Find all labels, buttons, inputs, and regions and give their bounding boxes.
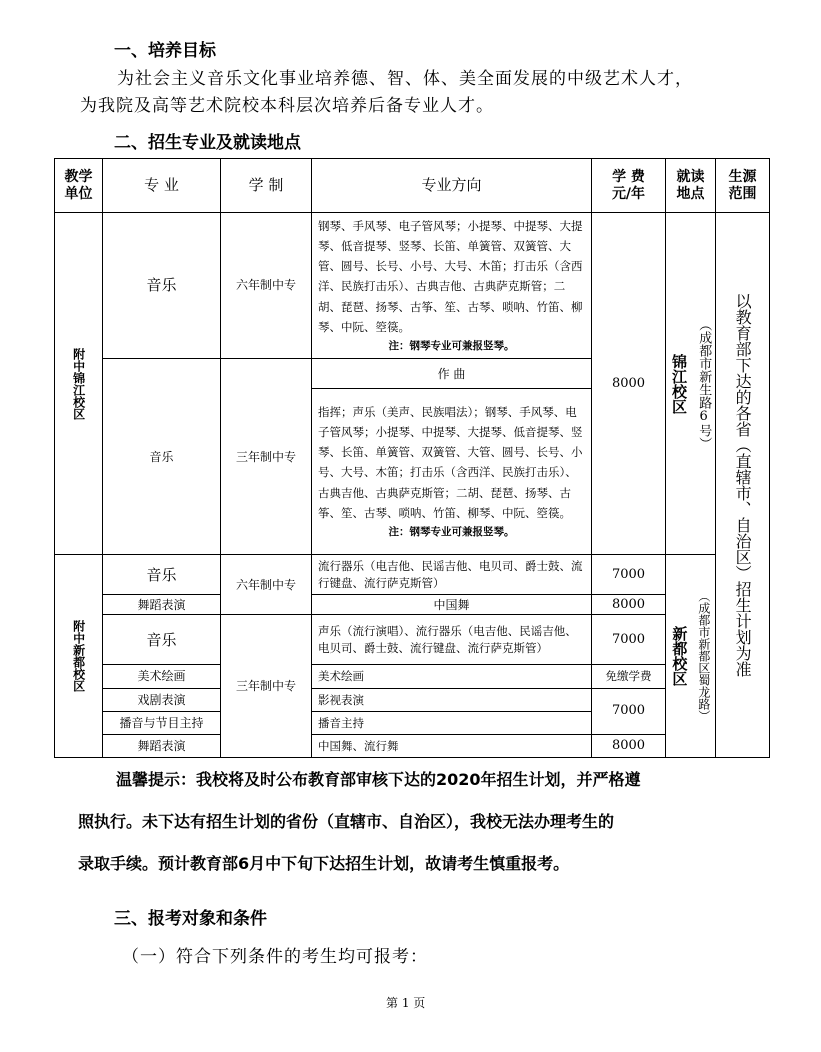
major-cell: 舞蹈表演 <box>103 595 221 615</box>
unit-jinjiang: 附中锦江校区 <box>55 213 103 555</box>
table-row <box>55 665 770 688</box>
header-source: 生源范围 <box>716 159 770 213</box>
fee-cell: 8000 <box>592 595 666 615</box>
table-row <box>55 615 770 665</box>
direction-cell: 钢琴、手风琴、电子管风琴；小提琴、中提琴、大提琴、低音提琴、竖琴、长笛、单簧管、双簧管、大管、圆号、长号、小号、大号、木笛；打击乐（含西洋、民族打击乐）、古典吉他、古典萨克斯管；二胡、琵琶、扬琴、古筝、笙、古琴、唢呐、竹笛、柳琴、中阮、箜篌。 注：钢琴专业可兼报竖琴。 <box>312 213 592 359</box>
table-row <box>55 213 770 359</box>
table-row <box>55 595 770 615</box>
table-row <box>55 555 770 595</box>
direction-cell: 中国舞 <box>312 595 592 615</box>
direction-cell: 流行器乐（电吉他、民谣吉他、电贝司、爵士鼓、流行键盘、流行萨克斯管） <box>312 555 592 595</box>
header-fee: 学 费元/年 <box>592 159 666 213</box>
fee-cell: 8000 <box>592 734 666 757</box>
table-row <box>55 734 770 757</box>
duration-cell: 六年制中专 <box>221 555 312 615</box>
major-cell: 戏剧表演 <box>103 688 221 711</box>
header-major: 专 业 <box>103 159 221 213</box>
major-cell: 播音与节目主持 <box>103 711 221 734</box>
direction-cell: 声乐（流行演唱）、流行器乐（电吉他、民谣吉他、电贝司、爵士鼓、流行键盘、流行萨克斯管） <box>312 615 592 665</box>
note-text: 注：钢琴专业可兼报竖琴。 <box>388 525 515 538</box>
header-unit: 教学单位 <box>55 159 103 213</box>
unit-xindu: 附中新都校区 <box>55 555 103 758</box>
section-3-sub: （一）符合下列条件的考生均可报考： <box>122 947 428 967</box>
header-location: 就读地点 <box>666 159 716 213</box>
section-2-title: 二、招生专业及就读地点 <box>114 133 301 153</box>
direction-cell: 中国舞、流行舞 <box>312 734 592 757</box>
location-jinjiang: 锦江校区 （成都市新生路6号） <box>666 213 716 555</box>
fee-cell: 7000 <box>592 555 666 595</box>
fee-cell: 7000 <box>592 615 666 665</box>
fee-cell: 免缴学费 <box>592 665 666 688</box>
major-cell: 音乐 <box>103 615 221 665</box>
fee-cell: 7000 <box>592 688 666 734</box>
duration-cell: 三年制中专 <box>221 359 312 555</box>
section-1-line-2: 为我院及高等艺术院校本科层次培养后备专业人才。 <box>80 96 494 116</box>
major-cell: 音乐 <box>103 213 221 359</box>
direction-cell: 美术绘画 <box>312 665 592 688</box>
section-3-title: 三、报考对象和条件 <box>114 909 267 929</box>
major-cell: 音乐 <box>103 359 221 555</box>
reminder-line-3: 录取手续。预计教育部6月中下旬下达招生计划，故请考生慎重报考。 <box>78 854 570 873</box>
direction-cell: 影视表演 <box>312 688 592 711</box>
reminder-line-1: 温馨提示：我校将及时公布教育部审核下达的2020年招生计划，并严格遵 <box>116 770 641 789</box>
major-cell: 美术绘画 <box>103 665 221 688</box>
location-xindu: 新都校区 （成都市新都区蜀龙路） <box>666 555 716 758</box>
note-text: 注：钢琴专业可兼报竖琴。 <box>388 339 515 352</box>
header-direction: 专业方向 <box>312 159 592 213</box>
table-header-row <box>55 159 770 213</box>
direction-cell: 指挥；声乐（美声、民族唱法）；钢琴、手风琴、电子管风琴；小提琴、中提琴、大提琴、低音提琴、竖琴、长笛、单簧管、双簧管、大管、圆号、长号、小号、大号、木笛；打击乐（含西洋、民族打击乐）、古典吉他、古典萨克斯管；二胡、琵琶、扬琴、古筝、笙、古琴、唢呐、竹笛、柳琴、中阮、箜篌。 注：钢琴专业可兼报竖琴。 <box>312 389 592 555</box>
section-1-title: 一、培养目标 <box>114 41 216 61</box>
header-duration: 学 制 <box>221 159 312 213</box>
table-row <box>55 688 770 711</box>
duration-cell: 三年制中专 <box>221 615 312 758</box>
major-cell: 音乐 <box>103 555 221 595</box>
direction-cell: 播音主持 <box>312 711 592 734</box>
major-cell: 舞蹈表演 <box>103 734 221 757</box>
fee-cell: 8000 <box>592 213 666 555</box>
reminder-line-2: 照执行。未下达有招生计划的省份（直辖市、自治区），我校无法办理考生的 <box>78 812 615 831</box>
source-cell: 以教育部下达的各省（直辖市、自治区）招生计划为准 <box>716 213 770 758</box>
section-1-line-1: 为社会主义音乐文化事业培养德、智、体、美全面发展的中级艺术人才， <box>117 69 693 89</box>
direction-cell: 作 曲 <box>312 359 592 389</box>
duration-cell: 六年制中专 <box>221 213 312 359</box>
page-number: 第 1 页 <box>386 996 426 1010</box>
admission-table <box>54 158 770 758</box>
